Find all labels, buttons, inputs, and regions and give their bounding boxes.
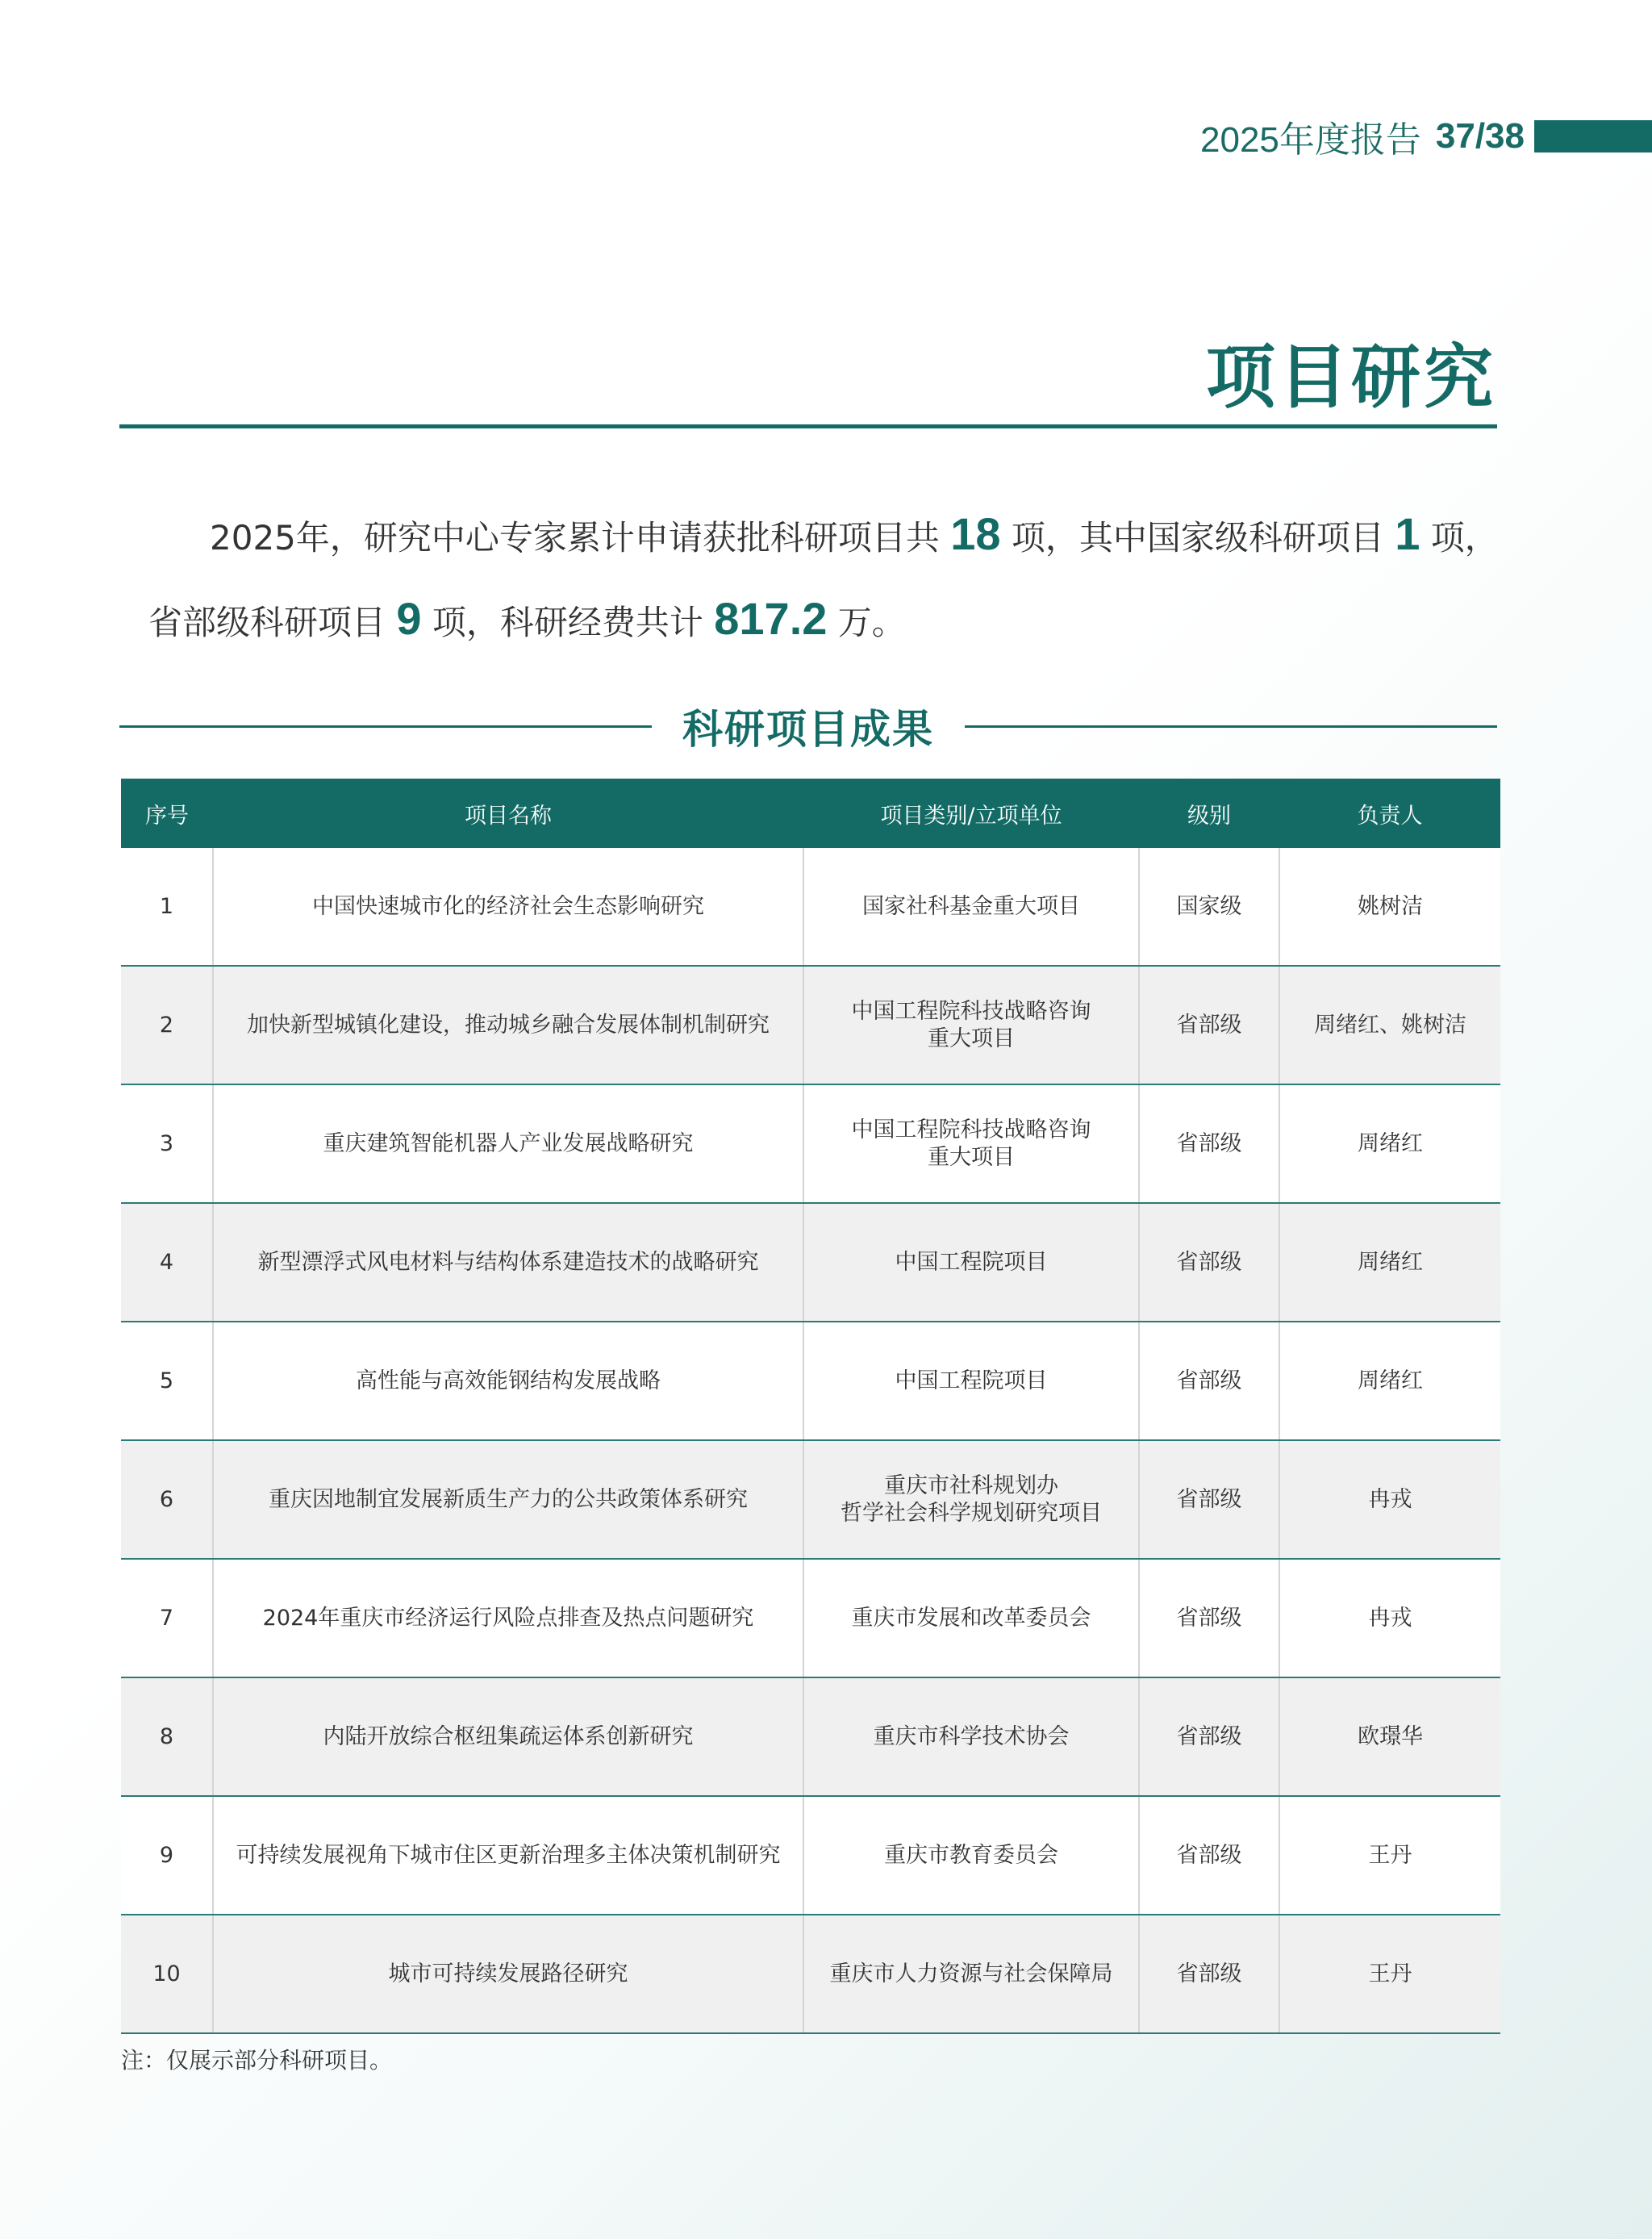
- cell-project-name: 加快新型城镇化建设，推动城乡融合发展体制机制研究: [213, 966, 803, 1084]
- projects-table: [121, 779, 1500, 2034]
- cell-leader: 周绪红: [1279, 1322, 1500, 1440]
- table-row: [121, 1203, 1500, 1322]
- page-header: [1200, 111, 1652, 161]
- table-row: [121, 1440, 1500, 1559]
- cell-leader: 王丹: [1279, 1796, 1500, 1915]
- cell-level: 省部级: [1139, 1915, 1279, 2033]
- cell-level: 省部级: [1139, 1084, 1279, 1203]
- cell-level: 省部级: [1139, 1677, 1279, 1796]
- cell-category: 重庆市社科规划办 哲学社会科学规划研究项目: [803, 1440, 1139, 1559]
- table-row: [121, 1084, 1500, 1203]
- header-index: 序号: [121, 779, 213, 848]
- national-projects-value: 1: [1395, 508, 1420, 559]
- section-title: 科研项目成果: [682, 705, 934, 753]
- cell-level: 省部级: [1139, 1322, 1279, 1440]
- cell-project-name: 中国快速城市化的经济社会生态影响研究: [213, 848, 803, 966]
- cell-leader: 周绪红、姚树洁: [1279, 966, 1500, 1084]
- cell-index: 6: [121, 1440, 213, 1559]
- cell-project-name: 城市可持续发展路径研究: [213, 1915, 803, 2033]
- table-row: [121, 966, 1500, 1084]
- cell-level: 省部级: [1139, 1440, 1279, 1559]
- section-rule-right: [965, 725, 1497, 728]
- cell-index: 9: [121, 1796, 213, 1915]
- cell-project-name: 新型漂浮式风电材料与结构体系建造技术的战略研究: [213, 1203, 803, 1322]
- cell-project-name: 2024年重庆市经济运行风险点排查及热点问题研究: [213, 1559, 803, 1677]
- cell-project-name: 内陆开放综合枢纽集疏运体系创新研究: [213, 1677, 803, 1796]
- cell-category: 中国工程院项目: [803, 1322, 1139, 1440]
- page-title: 项目研究: [1206, 336, 1496, 418]
- cell-category: 国家社科基金重大项目: [803, 848, 1139, 966]
- cell-index: 5: [121, 1322, 213, 1440]
- cell-level: 省部级: [1139, 1203, 1279, 1322]
- cell-level: 省部级: [1139, 1796, 1279, 1915]
- title-divider: [119, 424, 1497, 428]
- intro-line-2: 省部级科研项目 9 项，科研经费共计 817.2 万。: [148, 593, 906, 644]
- cell-leader: 姚树洁: [1279, 848, 1500, 966]
- cell-category: 中国工程院科技战略咨询 重大项目: [803, 1084, 1139, 1203]
- header-accent-bar: [1534, 120, 1652, 152]
- section-heading: [119, 696, 1497, 757]
- intro-paragraph: [148, 494, 1504, 663]
- intro-line-1: 2025年，研究中心专家累计申请获批科研项目共 18 项，其中国家级科研项目 1 项，: [210, 508, 1499, 559]
- cell-index: 4: [121, 1203, 213, 1322]
- report-label: 2025年度报告: [1200, 120, 1421, 160]
- cell-index: 7: [121, 1559, 213, 1677]
- cell-level: 国家级: [1139, 848, 1279, 966]
- cell-leader: 周绪红: [1279, 1203, 1500, 1322]
- cell-project-name: 可持续发展视角下城市住区更新治理多主体决策机制研究: [213, 1796, 803, 1915]
- cell-leader: 冉戎: [1279, 1559, 1500, 1677]
- cell-index: 1: [121, 848, 213, 966]
- table-header-row: [121, 779, 1500, 848]
- cell-project-name: 重庆建筑智能机器人产业发展战略研究: [213, 1084, 803, 1203]
- cell-category: 重庆市人力资源与社会保障局: [803, 1915, 1139, 2033]
- cell-index: 2: [121, 966, 213, 1084]
- cell-leader: 冉戎: [1279, 1440, 1500, 1559]
- cell-category: 重庆市发展和改革委员会: [803, 1559, 1139, 1677]
- table-row: [121, 1322, 1500, 1440]
- cell-level: 省部级: [1139, 966, 1279, 1084]
- header-leader: 负责人: [1279, 779, 1500, 848]
- table-row: [121, 1915, 1500, 2033]
- page-number: 37/38: [1435, 116, 1525, 156]
- cell-project-name: 重庆因地制宜发展新质生产力的公共政策体系研究: [213, 1440, 803, 1559]
- cell-index: 3: [121, 1084, 213, 1203]
- cell-category: 重庆市科学技术协会: [803, 1677, 1139, 1796]
- total-projects-value: 18: [950, 508, 1001, 559]
- provincial-projects-value: 9: [396, 593, 422, 644]
- table-row: [121, 848, 1500, 966]
- cell-category: 中国工程院项目: [803, 1203, 1139, 1322]
- table-row: [121, 1677, 1500, 1796]
- section-rule-left: [119, 725, 652, 728]
- cell-leader: 王丹: [1279, 1915, 1500, 2033]
- header-level: 级别: [1139, 779, 1279, 848]
- cell-category: 中国工程院科技战略咨询 重大项目: [803, 966, 1139, 1084]
- cell-index: 10: [121, 1915, 213, 2033]
- cell-index: 8: [121, 1677, 213, 1796]
- table-note: 注：仅展示部分科研项目。: [121, 2047, 393, 2074]
- header-project-name: 项目名称: [213, 779, 803, 848]
- cell-leader: 欧璟华: [1279, 1677, 1500, 1796]
- cell-level: 省部级: [1139, 1559, 1279, 1677]
- cell-project-name: 高性能与高效能钢结构发展战略: [213, 1322, 803, 1440]
- cell-leader: 周绪红: [1279, 1084, 1500, 1203]
- header-category: 项目类别/立项单位: [803, 779, 1139, 848]
- cell-category: 重庆市教育委员会: [803, 1796, 1139, 1915]
- funding-value: 817.2: [714, 593, 828, 644]
- table-row: [121, 1559, 1500, 1677]
- table-row: [121, 1796, 1500, 1915]
